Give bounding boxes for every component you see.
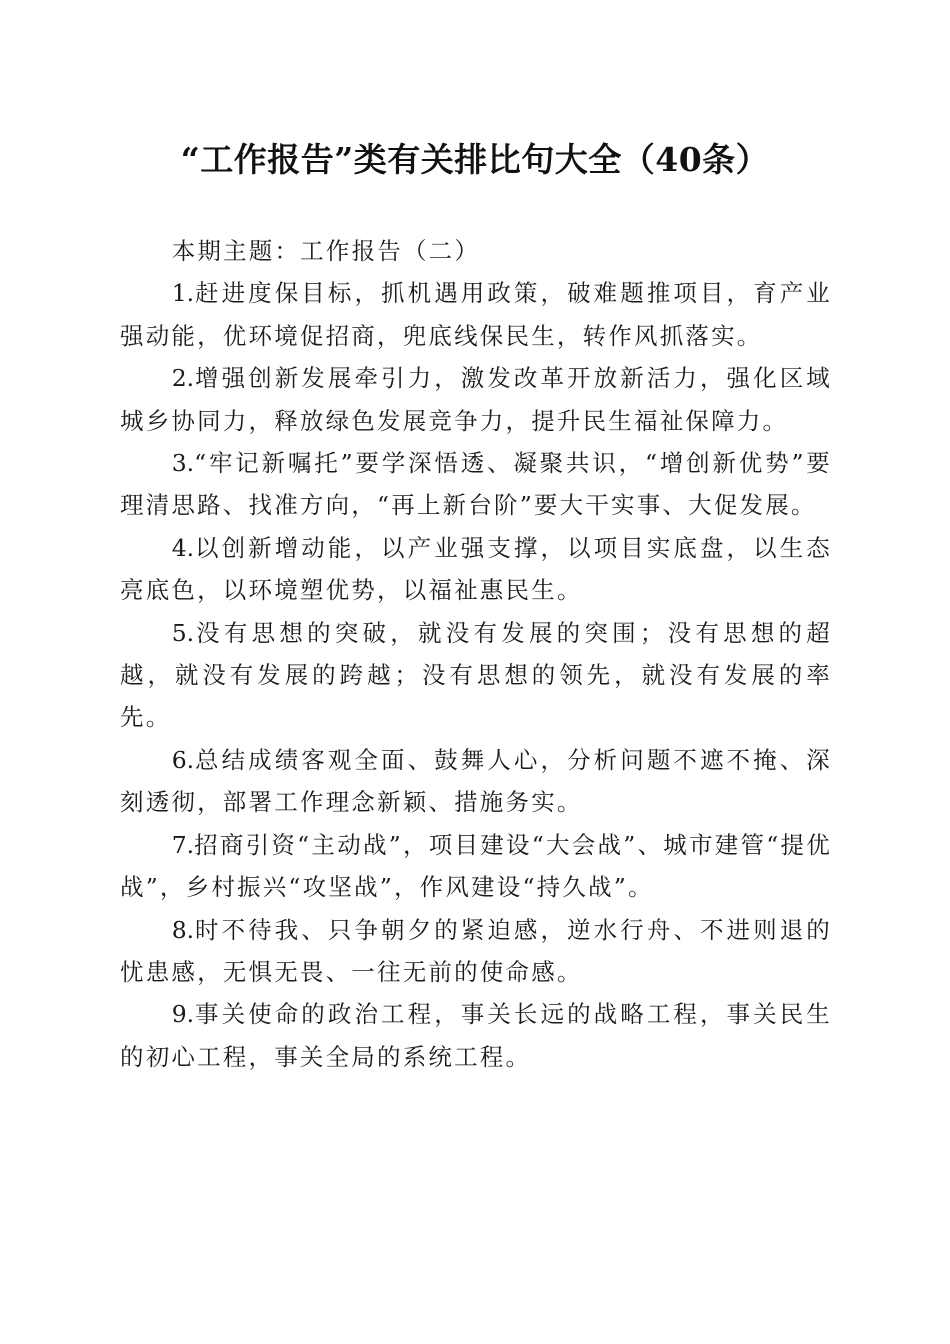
list-item (120, 909, 832, 994)
subtitle-paragraph: 本期主题：工作报告（二） (171, 237, 481, 265)
document-title: “工作报告”类有关排比句大全（40条） (180, 140, 770, 179)
document-body (120, 230, 832, 1078)
list-item (120, 272, 832, 357)
item-number: 2. (171, 364, 195, 393)
list-item (120, 824, 832, 909)
item-text: 总结成绩客观全面、鼓舞人心，分析问题不遮不掩、深刻透彻，部署工作理念新颖、措施务实。 (120, 745, 832, 817)
item-number: 9. (171, 1000, 195, 1029)
list-item (120, 442, 832, 527)
item-text: 招商引资“主动战”，项目建设“大会战”、城市建管“提优战”，乡村振兴“攻坚战”，作风建设“持久战”。 (120, 830, 832, 902)
item-number: 1. (171, 279, 195, 308)
item-text: 事关使命的政治工程，事关长远的战略工程，事关民生的初心工程，事关全局的系统工程。 (120, 1000, 832, 1071)
list-item (120, 993, 832, 1078)
list-item (120, 527, 832, 612)
item-text: “牢记新嘱托”要学深悟透、凝聚共识，“增创新优势”要理清思路、找准方向，“再上新台阶”要大干实事、大促发展。 (120, 449, 832, 520)
item-number: 7. (171, 830, 195, 859)
item-number: 8. (171, 915, 195, 944)
item-text: 以创新增动能，以产业强支撑，以项目实底盘，以生态亮底色，以环境塑优势，以福祉惠民生。 (120, 533, 832, 605)
item-number: 4. (171, 533, 195, 562)
list-item (120, 612, 832, 739)
item-number: 6. (171, 745, 195, 774)
item-text: 没有思想的突破，就没有发展的突围；没有思想的超越，就没有发展的跨越；没有思想的领先，就没有发展的率先。 (120, 618, 832, 732)
item-number: 5. (171, 618, 195, 647)
list-item (120, 357, 832, 442)
item-text: 赶进度保目标，抓机遇用政策，破难题推项目，育产业强动能，优环境促招商，兜底线保民生，转作风抓落实。 (120, 279, 832, 350)
item-number: 3. (171, 449, 195, 478)
item-text: 时不待我、只争朝夕的紧迫感，逆水行舟、不进则退的忧患感，无惧无畏、一往无前的使命感。 (120, 915, 832, 986)
list-item (120, 739, 832, 824)
item-text: 增强创新发展牵引力，激发改革开放新活力，强化区域城乡协同力，释放绿色发展竞争力，提升民生福祉保障力。 (120, 364, 832, 435)
